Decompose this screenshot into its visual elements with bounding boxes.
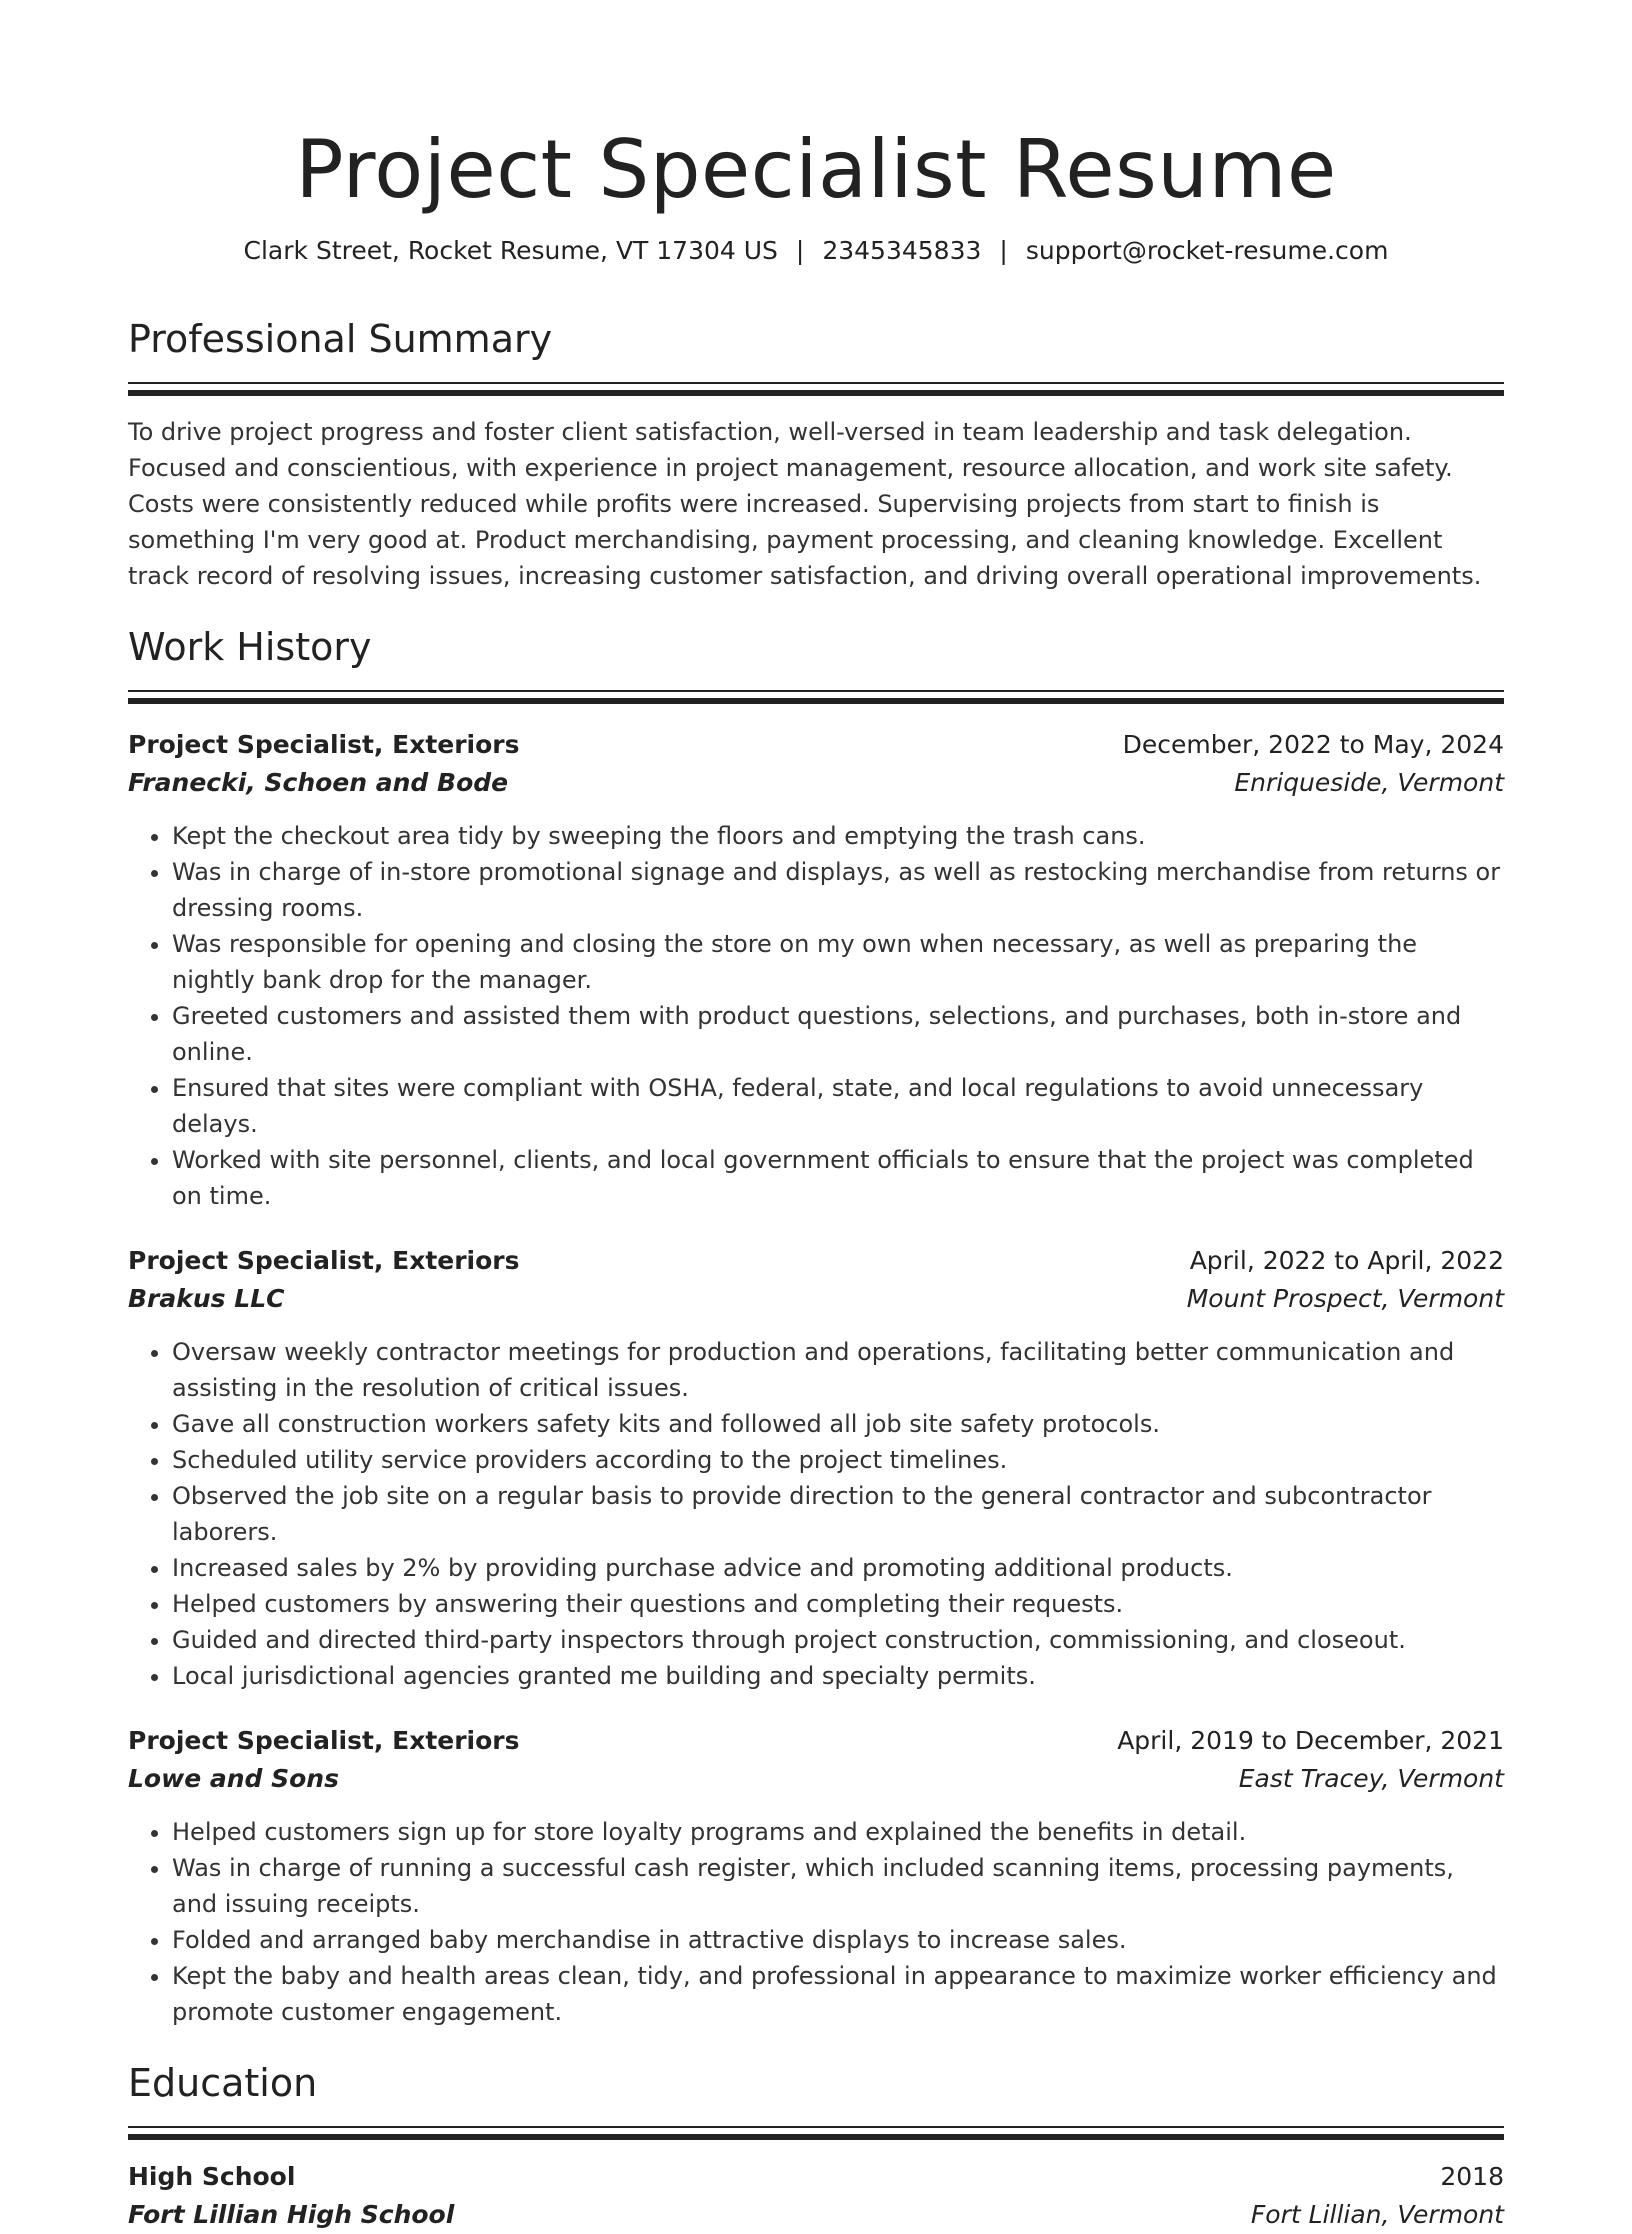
job-header-row: [128, 726, 1504, 764]
job-header-row: [128, 1722, 1504, 1760]
job-bullet: • Kept the baby and health areas clean, tidy, and professional in appearance to maximize worker efficiency and promote customer engagement.: [172, 1958, 1504, 2030]
education-year: 2018: [1440, 2162, 1504, 2191]
education-location: Fort Lillian, Vermont: [1250, 2200, 1504, 2229]
job-entry: [128, 726, 1504, 1214]
section-divider-thick: [128, 698, 1504, 704]
job-dates: April, 2019 to December, 2021: [1117, 1726, 1504, 1755]
job-bullet: • Ensured that sites were compliant with OSHA, federal, state, and local regulations to avoid unnecessary delays.: [172, 1070, 1504, 1142]
section-divider-thick: [128, 390, 1504, 396]
job-header-row: [128, 1242, 1504, 1280]
job-company: Brakus LLC: [128, 1284, 285, 1313]
job-bullet: • Gave all construction workers safety kits and followed all job site safety protocols.: [172, 1406, 1504, 1442]
job-bullet: • Scheduled utility service providers according to the project timelines.: [172, 1442, 1504, 1478]
job-bullet: • Greeted customers and assisted them with product questions, selections, and purchases, both in-store and online.: [172, 998, 1504, 1070]
job-bullet: • Was in charge of running a successful cash register, which included scanning items, processing payments, and issuing receipts.: [172, 1850, 1504, 1922]
section-divider: [128, 2126, 1504, 2128]
job-bullet: • Guided and directed third-party inspectors through project construction, commissioning, and closeout.: [172, 1622, 1504, 1658]
job-bullet: • Folded and arranged baby merchandise in attractive displays to increase sales.: [172, 1922, 1504, 1958]
education-degree: High School: [128, 2162, 296, 2191]
job-bullet: • Helped customers by answering their questions and completing their requests.: [172, 1586, 1504, 1622]
job-bullet: • Helped customers sign up for store loyalty programs and explained the benefits in detail.: [172, 1814, 1504, 1850]
resume-page: [128, 0, 1504, 2234]
education-school: Fort Lillian High School: [128, 2200, 455, 2229]
education-header-row: [128, 2158, 1504, 2196]
job-location: Mount Prospect, Vermont: [1186, 1284, 1504, 1313]
job-dates: December, 2022 to May, 2024: [1122, 730, 1504, 759]
contact-email: support@rocket-resume.com: [1025, 236, 1389, 265]
job-bullet: • Was in charge of in-store promotional signage and displays, as well as restocking merchandise from returns or dressing rooms.: [172, 854, 1504, 926]
contact-address: Clark Street, Rocket Resume, VT 17304 US: [243, 236, 778, 265]
job-bullet: • Was responsible for opening and closing the store on my own when necessary, as well as preparing the nightly bank drop for the manager.: [172, 926, 1504, 998]
job-bullet-list: [128, 818, 1504, 1214]
job-bullet: • Worked with site personnel, clients, and local government officials to ensure that the project was completed on time.: [172, 1142, 1504, 1214]
job-title: Project Specialist, Exteriors: [128, 1726, 520, 1755]
job-entry: [128, 1242, 1504, 1694]
section-divider: [128, 690, 1504, 692]
summary-section: [128, 316, 1504, 594]
work-history-heading: Work History: [128, 625, 372, 669]
education-school-row: [128, 2196, 1504, 2234]
job-bullet-list: [128, 1334, 1504, 1694]
job-company-row: [128, 1280, 1504, 1318]
section-divider: [128, 382, 1504, 384]
job-dates: April, 2022 to April, 2022: [1189, 1246, 1504, 1275]
job-bullet: • Observed the job site on a regular basis to provide direction to the general contractor and subcontractor laborers.: [172, 1478, 1504, 1550]
section-divider-thick: [128, 2134, 1504, 2140]
contact-phone: 2345345833: [822, 236, 982, 265]
job-company-row: [128, 764, 1504, 802]
job-company: Franecki, Schoen and Bode: [128, 768, 509, 797]
job-bullet: • Kept the checkout area tidy by sweeping the floors and emptying the trash cans.: [172, 818, 1504, 854]
job-bullet-list: [128, 1814, 1504, 2030]
job-title: Project Specialist, Exteriors: [128, 730, 520, 759]
summary-text: To drive project progress and foster client satisfaction, well-versed in team leadership and task delegation. Focused and conscientious, with experience in project management, resource allocation, and work site safety. Costs were consistently reduced while profits were increased. Supervising projects from start to finish is something I'm very good at. Product merchandising, payment processing, and cleaning knowledge. Excellent track record of resolving issues, increasing customer satisfaction, and driving overall operational improvements.: [128, 418, 1482, 590]
job-bullet: • Oversaw weekly contractor meetings for production and operations, facilitating better communication and assisting in the resolution of critical issues.: [172, 1334, 1504, 1406]
education-entry: [128, 2158, 1504, 2234]
job-bullet: • Increased sales by 2% by providing purchase advice and promoting additional products.: [172, 1550, 1504, 1586]
resume-title: Project Specialist Resume: [295, 123, 1337, 216]
education-section: [128, 2060, 1504, 2234]
job-location: East Tracey, Vermont: [1238, 1764, 1504, 1793]
education-heading: Education: [128, 2061, 318, 2105]
contact-separator: |: [999, 236, 1008, 265]
contact-line: [128, 234, 1504, 268]
job-entry: [128, 1722, 1504, 2030]
job-title: Project Specialist, Exteriors: [128, 1246, 520, 1275]
job-location: Enriqueside, Vermont: [1234, 768, 1504, 797]
contact-separator: |: [795, 236, 805, 265]
job-company: Lowe and Sons: [128, 1764, 339, 1793]
summary-heading: Professional Summary: [128, 317, 553, 361]
job-company-row: [128, 1760, 1504, 1798]
job-bullet: • Local jurisdictional agencies granted me building and specialty permits.: [172, 1658, 1504, 1694]
work-history-section: [128, 624, 1504, 2030]
